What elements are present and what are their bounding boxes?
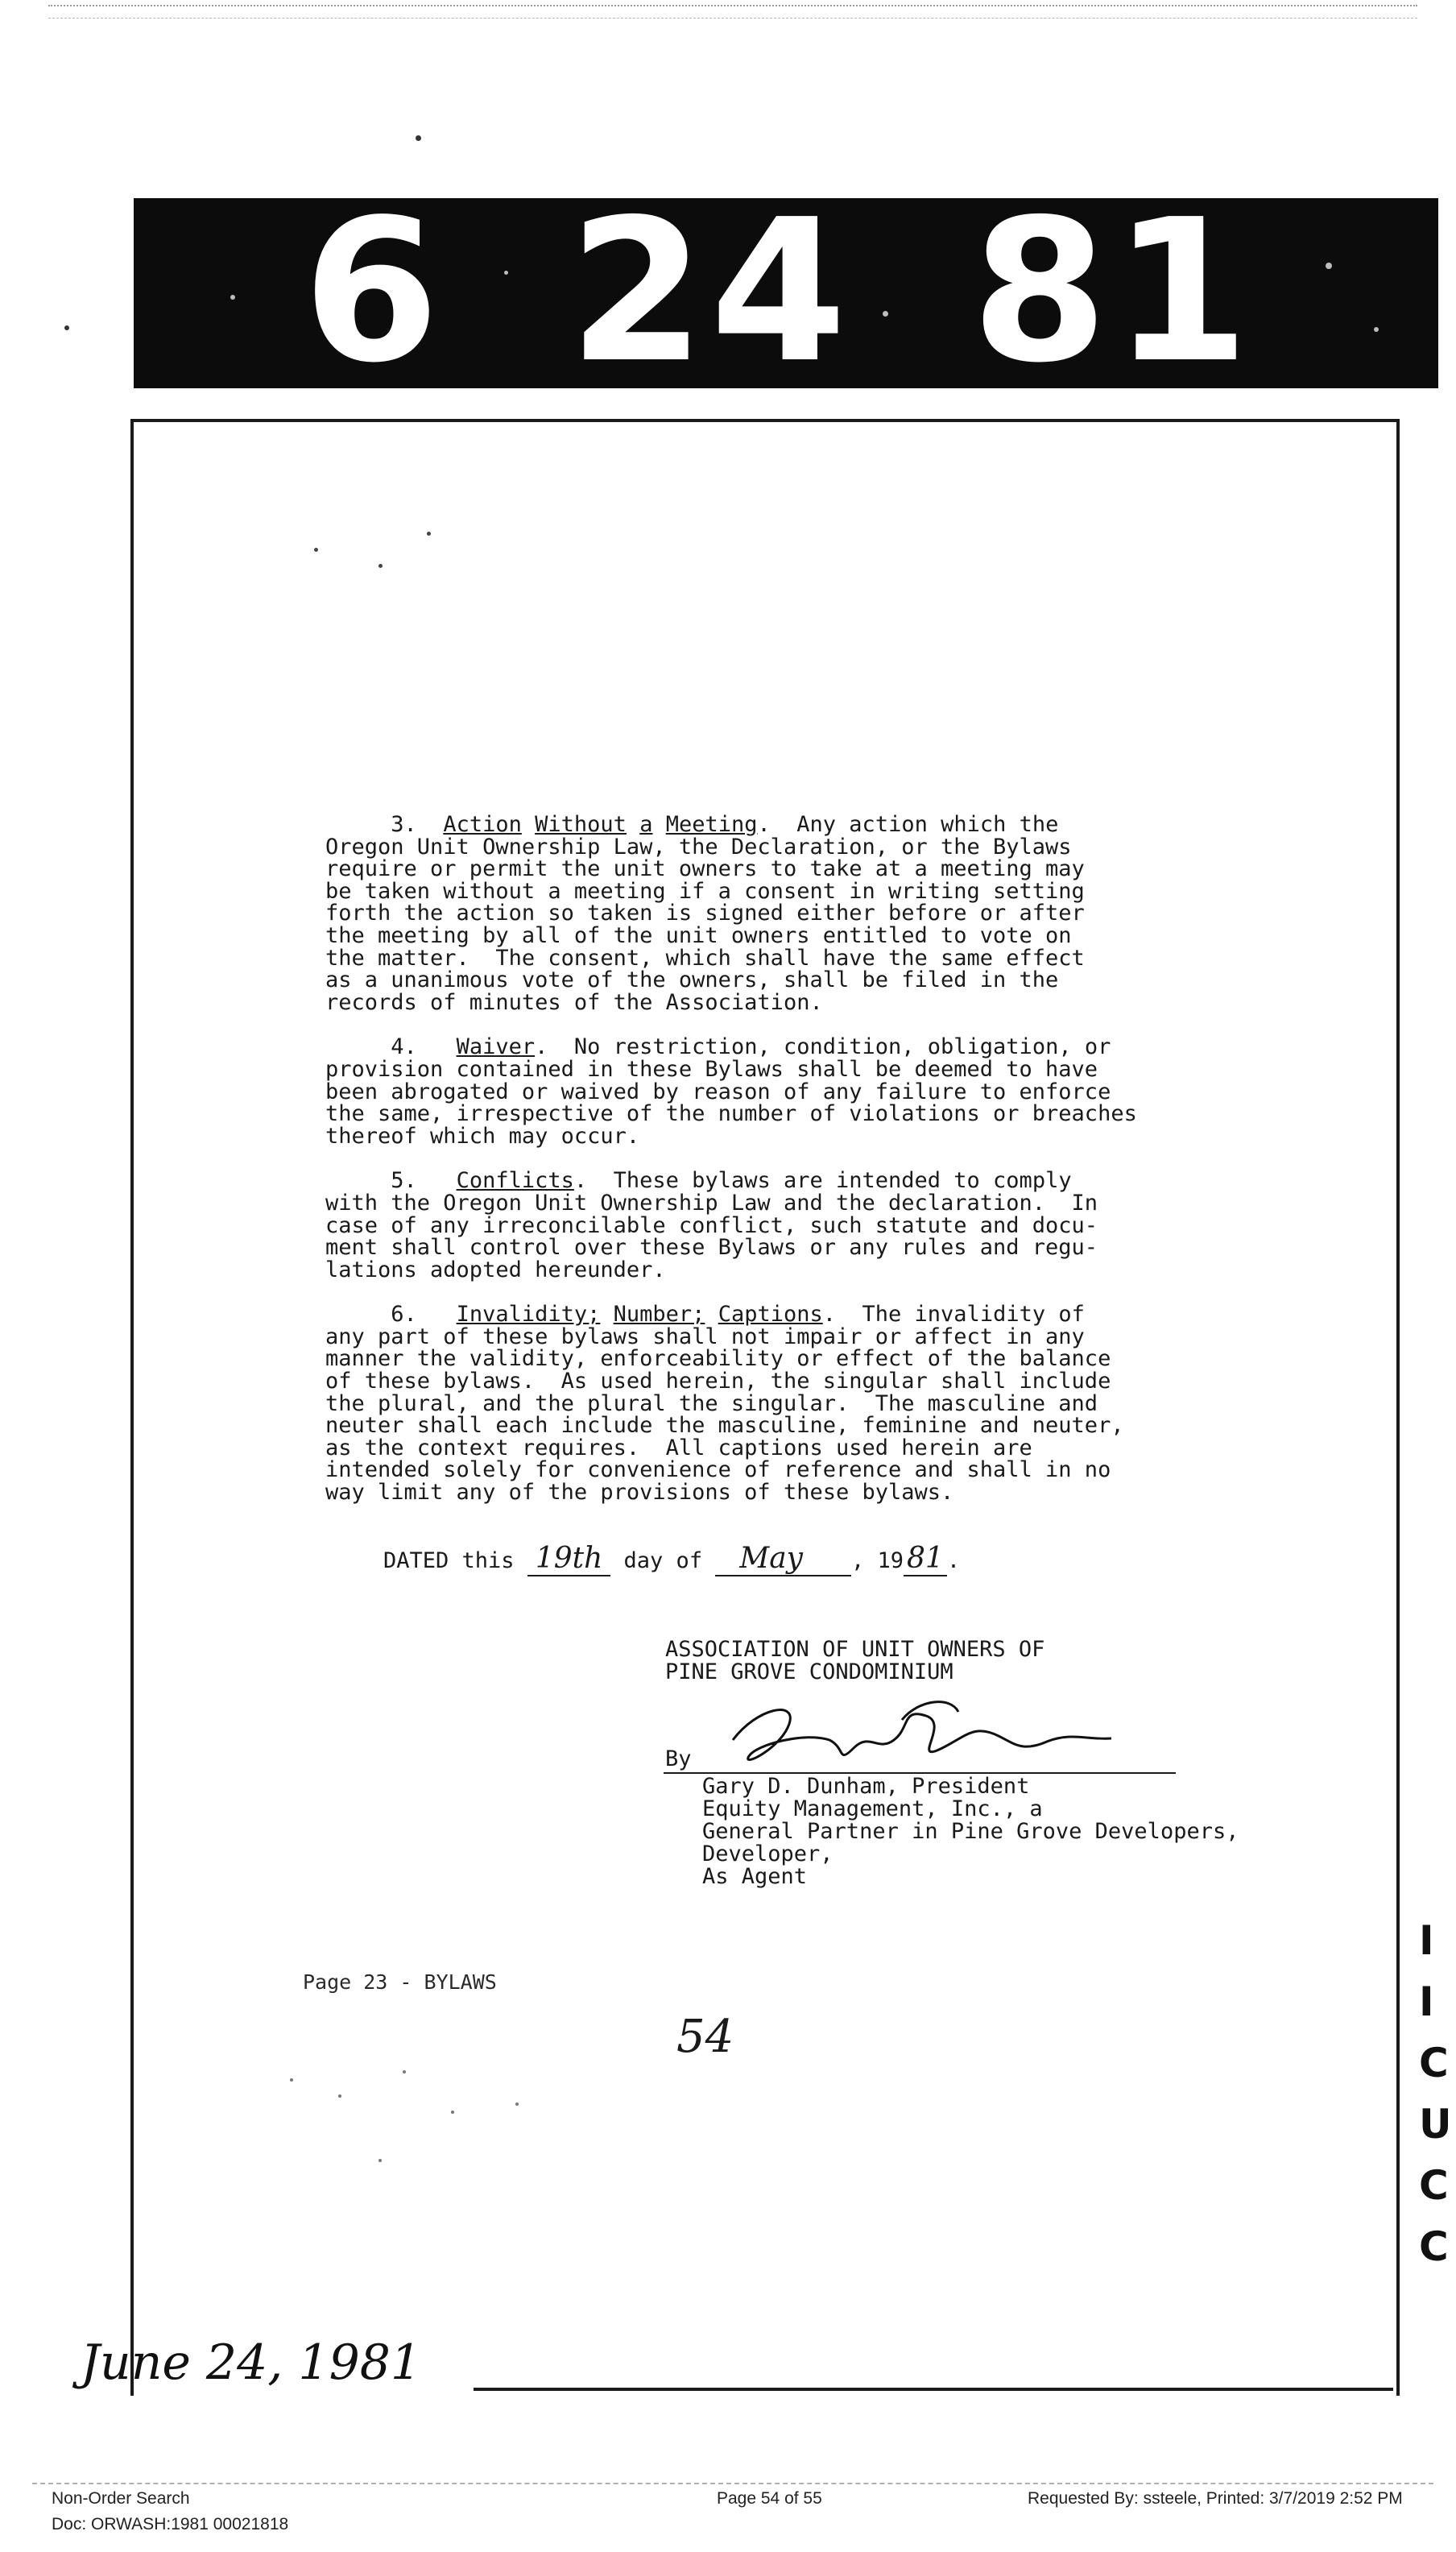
margin-mark: C: [1419, 2162, 1449, 2209]
section-number: 3.: [325, 812, 444, 837]
dated-month: May: [715, 1542, 851, 1576]
section-text-line: with the Oregon Unit Ownership Law and the declaration. In: [325, 1190, 1098, 1216]
section-text-line: Oregon Unit Ownership Law, the Declaration, or the Bylaws: [325, 834, 1072, 860]
section-text-line: lations adopted hereunder.: [325, 1257, 666, 1282]
handwritten-date: June 24, 1981: [81, 2334, 422, 2391]
footer-doc-id: Doc: ORWASH:1981 00021818: [52, 2515, 289, 2533]
section-text-line: as the context requires. All captions used herein are: [325, 1435, 1032, 1460]
signer-line: Developer,: [702, 1842, 833, 1866]
dated-day: 19th: [527, 1542, 610, 1576]
dated-prefix: DATED this: [383, 1548, 527, 1573]
bylaws-body-text: [325, 814, 1219, 1527]
section-number: 5.: [325, 1168, 457, 1194]
section-heading-word: Invalidity;: [456, 1302, 601, 1328]
section-first-line: [325, 1036, 1219, 1058]
section-text-line: provision contained in these Bylaws shall be deemed to have: [325, 1056, 1098, 1082]
section-heading-word: Captions: [718, 1302, 823, 1328]
margin-mark: I: [1419, 1917, 1434, 1964]
stamp-month: 6: [303, 198, 445, 388]
section-text-line: the same, irrespective of the number of violations or breaches: [325, 1101, 1137, 1127]
dated-line: [383, 1542, 960, 1576]
association-line-2: PINE GROVE CONDOMINIUM: [665, 1659, 953, 1684]
section-text-line: require or permit the unit owners to take at a meeting may: [325, 856, 1085, 882]
section-heading-word: a: [639, 812, 653, 837]
section-heading-word: Meeting: [665, 812, 758, 837]
footer-page-count: Page 54 of 55: [717, 2489, 822, 2508]
dated-mid: day of: [610, 1548, 716, 1573]
section-heading-word: Conflicts: [456, 1168, 574, 1194]
stamp-year: 81: [971, 198, 1255, 388]
section-text-line: records of minutes of the Association.: [325, 989, 823, 1015]
section-text-line: be taken without a meeting if a consent in writing setting: [325, 878, 1085, 904]
dated-end: .: [946, 1548, 961, 1573]
signer-line: As Agent: [702, 1864, 808, 1889]
section-first-line: [325, 1303, 1219, 1326]
section-number: 4.: [325, 1034, 457, 1060]
signer-details: [702, 1775, 1239, 1888]
bottom-rule: [474, 2388, 1393, 2391]
by-label: By: [665, 1746, 692, 1771]
section-text-line: case of any irreconcilable conflict, such statute and docu-: [325, 1212, 1098, 1238]
section-text-line: the plural, and the plural the singular. The masculine and: [325, 1390, 1098, 1416]
section-text-line: way limit any of the provisions of these bylaws.: [325, 1480, 954, 1506]
association-name: [665, 1638, 1044, 1684]
section-number: 6.: [325, 1302, 457, 1328]
signer-line: Gary D. Dunham, President: [702, 1774, 1030, 1799]
section-text-line: thereof which may occur.: [325, 1123, 640, 1149]
section-first-line-rest: . No restriction, condition, obligation, or: [535, 1034, 1111, 1060]
handwritten-page-number: 54: [676, 2011, 734, 2063]
bylaw-section-4: [325, 1036, 1219, 1147]
section-text-line: neuter shall each include the masculine, feminine and neuter,: [325, 1413, 1124, 1439]
section-text-line: manner the validity, enforceability or effect of the balance: [325, 1346, 1111, 1372]
margin-mark: I: [1419, 1978, 1434, 2025]
footer-divider: [32, 2483, 1433, 2484]
margin-mark: U: [1419, 2101, 1452, 2148]
section-heading-word: Without: [535, 812, 627, 837]
section-text-line: the meeting by all of the unit owners entitled to vote on: [325, 922, 1072, 948]
association-line-1: ASSOCIATION OF UNIT OWNERS OF: [665, 1637, 1045, 1662]
section-heading-word: Waiver: [456, 1034, 536, 1060]
section-text-line: of these bylaws. As used herein, the singular shall include: [325, 1369, 1111, 1394]
section-text-line: forth the action so taken is signed either before or after: [325, 901, 1085, 926]
scan-top-noise: [48, 5, 1417, 19]
section-text-line: intended solely for convenience of reference and shall in no: [325, 1457, 1111, 1483]
section-text-line: any part of these bylaws shall not impair or affect in any: [325, 1324, 1085, 1349]
dated-sep: , 19: [851, 1548, 904, 1573]
section-text-line: ment shall control over these Bylaws or any rules and regu-: [325, 1235, 1098, 1261]
section-heading-word: Action: [443, 812, 522, 837]
section-heading-word: Number;: [613, 1302, 705, 1328]
dated-year: 81: [904, 1542, 947, 1576]
margin-mark: C: [1419, 2223, 1449, 2270]
bylaw-section-5: [325, 1170, 1219, 1281]
section-first-line-rest: . Any action which the: [757, 812, 1059, 837]
stamp-day: 24: [569, 198, 852, 388]
section-text-line: been abrogated or waived by reason of any failure to enforce: [325, 1079, 1111, 1104]
footer-search-type: Non-Order Search: [52, 2489, 190, 2508]
handwritten-signature: [709, 1692, 1127, 1780]
section-first-line-rest: . These bylaws are intended to comply: [573, 1168, 1072, 1194]
bylaw-section-3: [325, 814, 1219, 1013]
recording-date-stamp: [134, 198, 1438, 388]
signer-line: Equity Management, Inc., a: [702, 1796, 1043, 1821]
margin-mark: C: [1419, 2040, 1449, 2086]
signer-line: General Partner in Pine Grove Developers,: [702, 1819, 1239, 1844]
section-first-line: [325, 814, 1219, 836]
footer-requested-by: Requested By: ssteele, Printed: 3/7/2019 2:52 PM: [1028, 2489, 1403, 2508]
page-label: Page 23 - BYLAWS: [303, 1970, 497, 1994]
section-first-line: [325, 1170, 1219, 1192]
section-text-line: as a unanimous vote of the owners, shall be filed in the: [325, 967, 1059, 993]
bylaw-section-6: [325, 1302, 1219, 1506]
section-text-line: the matter. The consent, which shall have the same effect: [325, 945, 1085, 971]
section-first-line-rest: . The invalidity of: [822, 1302, 1085, 1328]
